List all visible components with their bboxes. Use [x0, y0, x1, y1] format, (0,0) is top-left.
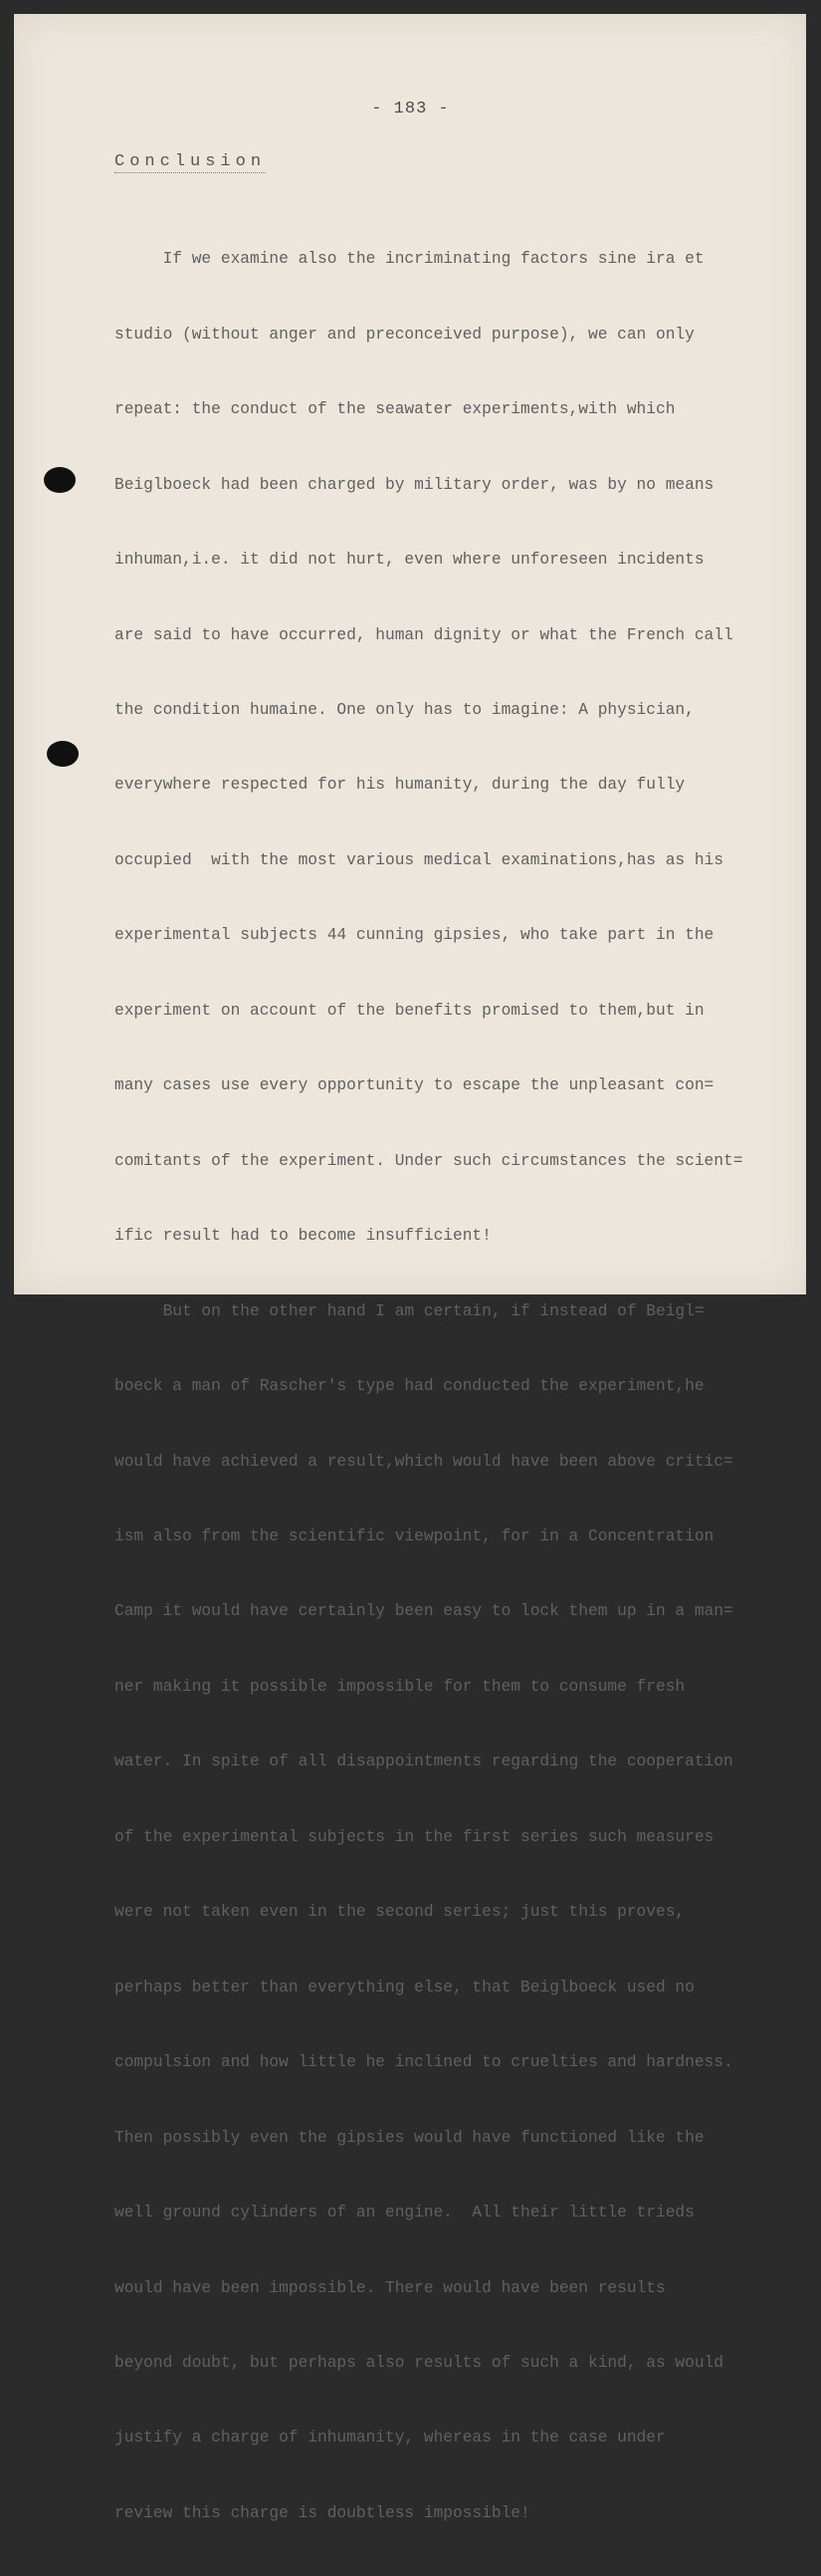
text-line: boeck a man of Rascher's type had conducted the experiment,he: [114, 1377, 705, 1396]
text-line: of the experimental subjects in the first series such measures: [114, 1827, 715, 1846]
text-line: ific result had to become insufficient!: [114, 1227, 492, 1246]
text-line: If we examine also the incriminating factors sine ira et: [114, 250, 705, 269]
text-line: Then possibly even the gipsies would have functioned like the: [114, 2128, 705, 2147]
text-line: experimental subjects 44 cunning gipsies, who take part in the: [114, 926, 715, 945]
text-line: inhuman,i.e. it did not hurt, even where unforeseen incidents: [114, 551, 705, 570]
text-line: studio (without anger and preconceived purpose), we can only: [114, 325, 695, 344]
section-heading: Conclusion: [114, 152, 267, 171]
text-line: repeat: the conduct of the seawater experiments,with which: [114, 400, 676, 419]
text-line: perhaps better than everything else, that Beiglboeck used no: [114, 1978, 695, 1996]
text-line: would have been impossible. There would have been results: [114, 2278, 666, 2297]
text-line: would have achieved a result,which would have been above critic=: [114, 1452, 733, 1471]
text-line: review this charge is doubtless impossible!: [114, 2503, 530, 2522]
text-line: were not taken even in the second series; just this proves,: [114, 1903, 686, 1922]
text-line: occupied with the most various medical examinations,has as his: [114, 850, 723, 869]
text-line: Beiglboeck had been charged by military order, was by no means: [114, 475, 715, 494]
body-text: [114, 197, 771, 2576]
text-line: everywhere respected for his humanity, during the day fully: [114, 776, 686, 795]
text-line: compulsion and how little he inclined to cruelties and hardness.: [114, 2053, 733, 2072]
text-line: well ground cylinders of an engine. All their little trieds: [114, 2204, 695, 2223]
text-line: ner making it possible impossible for them to consume fresh: [114, 1677, 686, 1696]
text-line: the condition humaine. One only has to imagine: A physician,: [114, 701, 695, 720]
text-line: Camp it would have certainly been easy to lock them up in a man=: [114, 1602, 733, 1621]
text-line: experiment on account of the benefits promised to them,but in: [114, 1001, 705, 1020]
text-line: many cases use every opportunity to escape the unpleasant con=: [114, 1076, 715, 1095]
page-number: - 183 -: [371, 100, 450, 118]
punch-hole-bottom: [47, 741, 79, 767]
text-line: ism also from the scientific viewpoint, for in a Concentration: [114, 1527, 715, 1546]
text-line: water. In spite of all disappointments regarding the cooperation: [114, 1753, 733, 1771]
text-line: But on the other hand I am certain, if instead of Beigl=: [114, 1301, 705, 1320]
text-line: are said to have occurred, human dignity or what the French call: [114, 625, 733, 644]
text-line: comitants of the experiment. Under such circumstances the scient=: [114, 1151, 743, 1170]
text-line: beyond doubt, but perhaps also results of such a kind, as would: [114, 2354, 723, 2372]
text-line: justify a charge of inhumanity, whereas in the case under: [114, 2429, 666, 2448]
punch-hole-top: [44, 467, 76, 493]
